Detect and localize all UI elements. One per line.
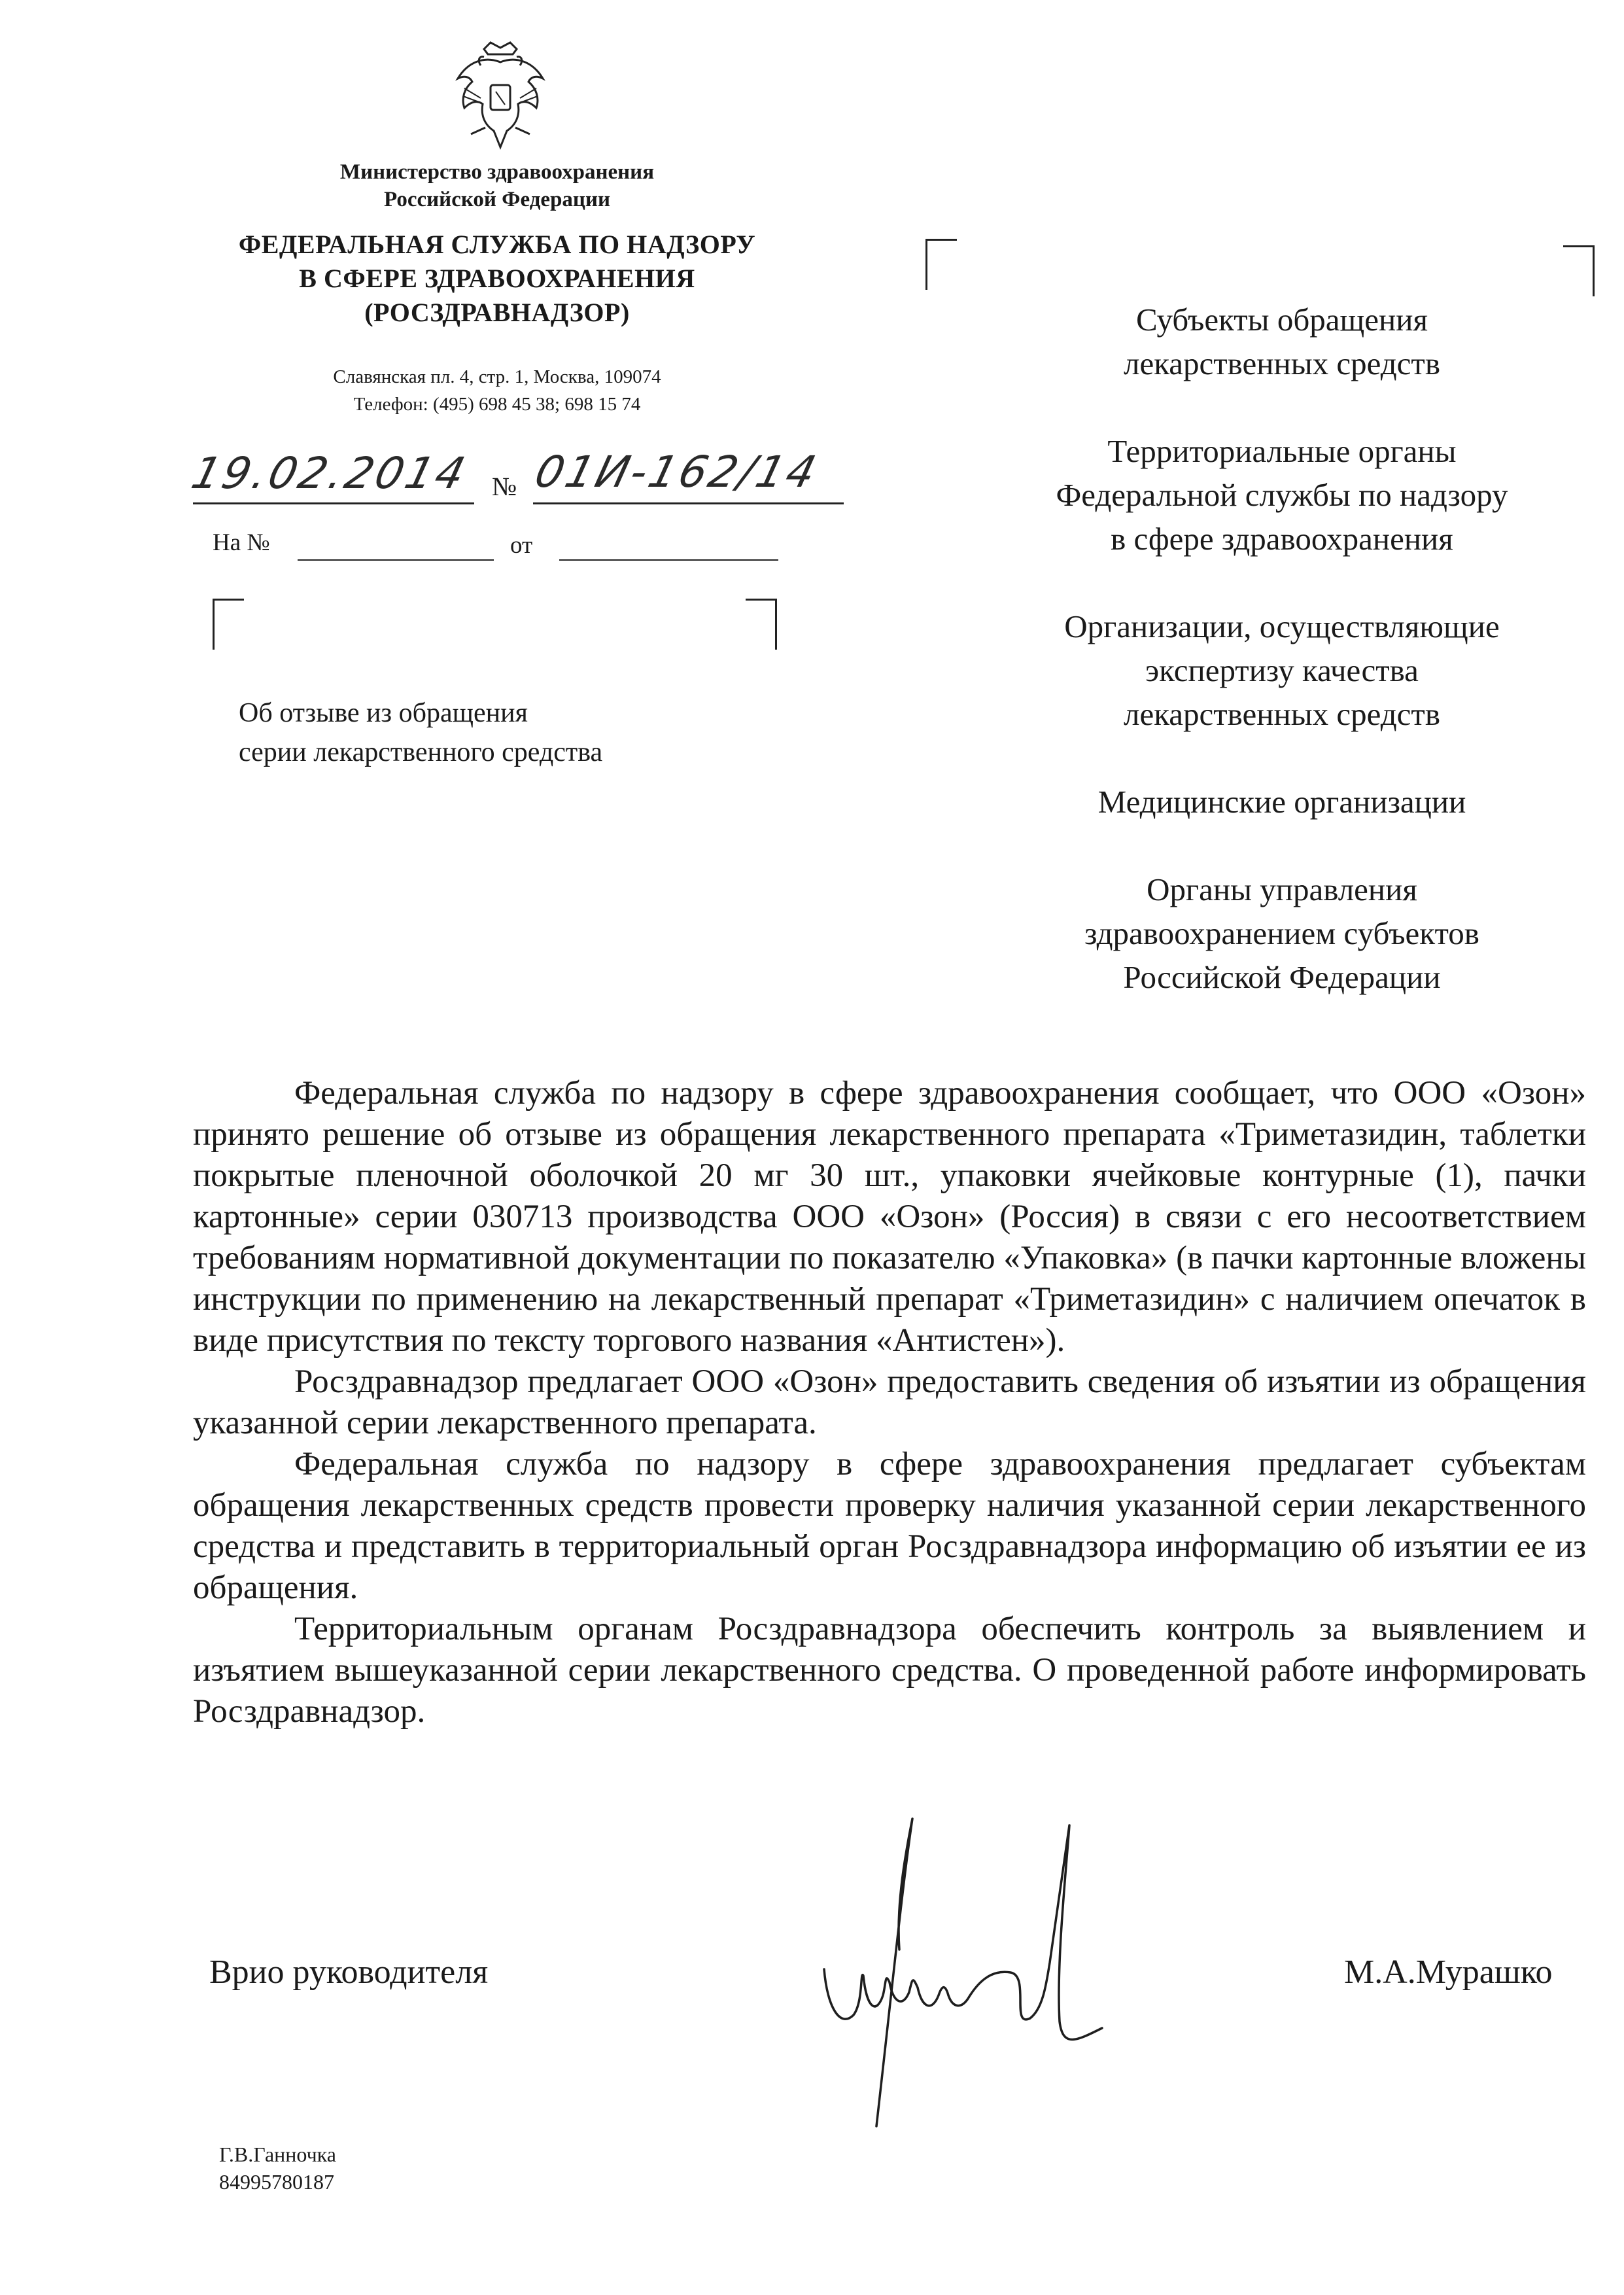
addressee-line: Субъекты обращения bbox=[1135, 302, 1428, 338]
letter-body bbox=[193, 1073, 1586, 1732]
registration-date: 19.02.2014 bbox=[186, 448, 473, 499]
letter-subject bbox=[239, 693, 762, 772]
number-label: № bbox=[492, 472, 517, 501]
ministry-line: Министерство здравоохранения bbox=[339, 160, 655, 184]
executor-info bbox=[219, 2141, 336, 2196]
addressee-block bbox=[968, 867, 1596, 999]
addressee-list bbox=[968, 298, 1596, 1043]
subject-bracket-left bbox=[213, 599, 244, 650]
addressee-line: Медицинские организации bbox=[1097, 784, 1466, 820]
addressee-bracket-left bbox=[925, 239, 957, 290]
addressee-line: Федеральной службы по надзору bbox=[1056, 477, 1508, 513]
subject-line: серии лекарственного средства bbox=[239, 737, 603, 767]
service-line: В СФЕРЕ ЗДРАВООХРАНЕНИЯ bbox=[299, 264, 695, 293]
number-underline bbox=[533, 502, 844, 504]
service-line: (РОСЗДРАВНАДЗОР) bbox=[364, 298, 630, 327]
body-paragraph: Федеральная служба по надзору в сфере здравоохранения предлагает субъектам обращения лекарственных средств провести проверку наличия указанной серии лекарственного средства и представить в территориальный орган Росздравнадзора информацию об изъятии ее из обращения. bbox=[193, 1446, 1586, 1606]
addressee-bracket-right bbox=[1563, 245, 1595, 296]
addressee-line: лекарственных средств bbox=[1124, 345, 1440, 381]
date-underline bbox=[193, 502, 474, 504]
addressee-line: здравоохранением субъектов bbox=[1084, 915, 1479, 951]
service-name bbox=[170, 228, 824, 330]
addressee-line: лекарственных средств bbox=[1124, 696, 1440, 732]
subject-line: Об отзыве из обращения bbox=[239, 698, 528, 728]
addressee-line: Российской Федерации bbox=[1123, 959, 1441, 995]
body-paragraph: Федеральная служба по надзору в сфере здравоохранения сообщает, что ООО «Озон» принято решение об отзыве из обращения лекарственного препарата «Триметазидин, таблетки покрытые пленочной оболочкой 20 мг 30 шт., упаковки ячейковые контурные (1), пачки картонные» серии 030713 производства ООО «Озон» (Россия) в связи с его несоответствием требованиям нормативной документации по показателю «Упаковка» (в пачки картонные вложены инструкции по применению на лекарственный препарат «Триметазидин» с наличием опечаток в виде присутствия по тексту торгового названия «Антистен»). bbox=[193, 1075, 1586, 1359]
state-emblem-icon bbox=[445, 36, 556, 160]
body-paragraph: Территориальным органам Росздравнадзора обеспечить контроль за выявлением и изъятием вышеуказанной серии лекарственного средства. О проведенной работе информировать Росздравнадзор. bbox=[193, 1611, 1586, 1730]
reply-number-blank bbox=[298, 559, 494, 561]
handwritten-signature bbox=[814, 1812, 1122, 2133]
subject-bracket-right bbox=[746, 599, 777, 650]
addressee-block bbox=[968, 780, 1596, 824]
addressee-line: экспертизу качества bbox=[1145, 652, 1419, 688]
phone: Телефон: (495) 698 45 38; 698 15 74 bbox=[353, 394, 641, 415]
addressee-line: Организации, осуществляющие bbox=[1064, 608, 1500, 644]
addressee-line: Органы управления bbox=[1147, 871, 1417, 907]
executor-phone: 84995780187 bbox=[219, 2170, 334, 2194]
body-paragraph: Росздравнадзор предлагает ООО «Озон» предоставить сведения об изъятии из обращения указанной серии лекарственного препарата. bbox=[193, 1363, 1586, 1441]
ministry-line: Российской Федерации bbox=[384, 188, 610, 211]
executor-name: Г.В.Ганночка bbox=[219, 2143, 336, 2166]
ministry-name bbox=[262, 158, 733, 213]
address: Славянская пл. 4, стр. 1, Москва, 109074 bbox=[333, 366, 661, 387]
registration-number: 01И-162/14 bbox=[530, 447, 823, 497]
service-line: ФЕДЕРАЛЬНАЯ СЛУЖБА ПО НАДЗОРУ bbox=[238, 230, 756, 259]
addressee-line: в сфере здравоохранения bbox=[1111, 521, 1453, 557]
reply-number-label: На № bbox=[213, 529, 270, 556]
signatory-role: Врио руководителя bbox=[209, 1953, 489, 1991]
signatory-name: М.А.Мурашко bbox=[1344, 1953, 1553, 1991]
addressee-block bbox=[968, 298, 1596, 385]
reply-from-label: от bbox=[510, 532, 533, 559]
reply-date-blank bbox=[559, 559, 778, 561]
contact-info bbox=[196, 363, 798, 418]
addressee-block bbox=[968, 604, 1596, 736]
addressee-line: Территориальные органы bbox=[1107, 433, 1457, 469]
addressee-block bbox=[968, 429, 1596, 561]
